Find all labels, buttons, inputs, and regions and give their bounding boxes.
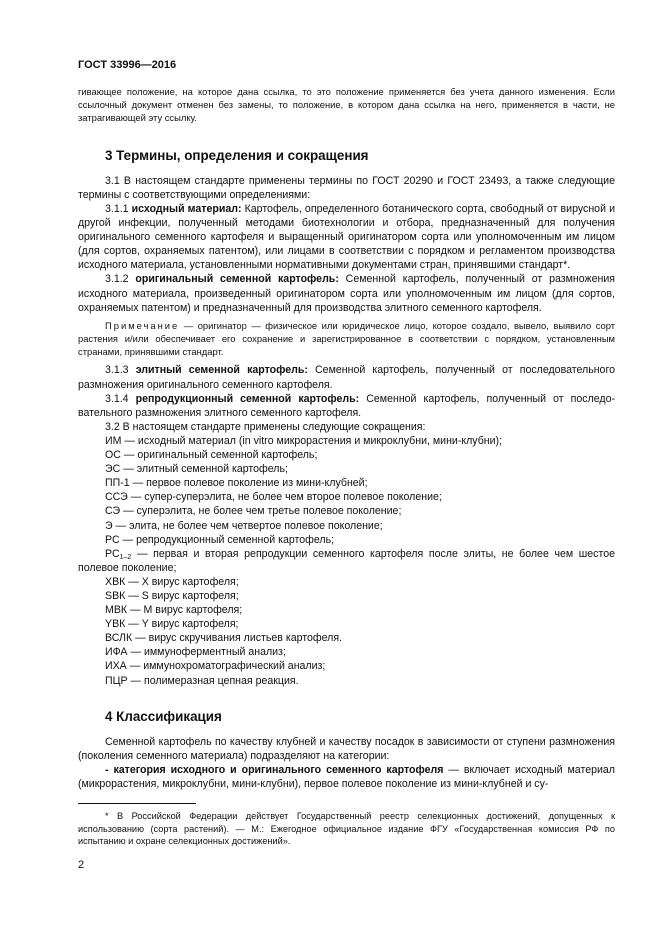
abbreviation-item: ИМ — исходный материал (in vitro микрорастения и микроклубни, мини-клубни); xyxy=(105,434,503,447)
note-paragraph xyxy=(78,320,615,359)
term-3-1-1 xyxy=(78,202,615,272)
abbreviation-item: ПП-1 — первое полевое поколение из мини-клубней; xyxy=(105,477,368,490)
category-definition: — включает исходный материал (микрорастения, микроклубни, мини-клубни), первое полевое поколение из мини-клубней и су- xyxy=(78,763,615,790)
term-name: оригинальный семенной картофель: xyxy=(135,273,339,286)
term-definition: Семенной картофель, полученный от размножения исходного материала, произведенный оригинатором сорта или уполномоченным им лицом (для сортов, охраняемых патентом) и предназначенный для производства элитного семенного картофеля. xyxy=(78,273,615,314)
abbreviation-item: ВСЛК — вирус скручивания листьев картофеля. xyxy=(105,632,343,645)
paragraph-4-intro: Семенной картофель по качеству клубней и качеству посадок в зависимости от ступени размножения (поколения семенного материала) подразделяют на категории: xyxy=(78,735,615,762)
page-content xyxy=(78,58,615,872)
abbreviation-prefix: РС xyxy=(105,547,120,560)
term-name: репродукционный семенной картофель: xyxy=(135,392,360,405)
abbreviation-list-continued xyxy=(78,575,615,688)
abbreviation-item: SВК — S вирус картофеля; xyxy=(105,589,239,602)
abbreviation-item: Э — элита, не более чем четвертое полевое поколение; xyxy=(105,519,383,532)
abbreviation-item: ХВК — Х вирус картофеля; xyxy=(105,575,239,588)
footnote: * В Российской Федерации действует Государственный реестр селекционных достижений, допущенных к использованию (сорта растений). — М.: Ежегодное официальное издание ФГУ «Государственная комиссия РФ по испытанию и охране селекционных достижений». xyxy=(78,811,615,847)
term-3-1-3 xyxy=(78,363,615,391)
term-name: исходный материал: xyxy=(131,203,242,215)
term-number: 3.1.1 xyxy=(105,203,129,215)
section-4-title: 4 Классификация xyxy=(105,708,222,724)
abbreviation-item-rs12 xyxy=(78,547,615,575)
category-term: - категория исходного и оригинального семенного картофеля xyxy=(105,763,444,776)
abbreviation-item: ОС — оригинальный семенной картофель; xyxy=(105,449,318,462)
term-definition: Семенной картофель, полученный от последовательного размножения элитного семенного картофеля. xyxy=(78,392,616,419)
page-number: 2 xyxy=(78,858,85,871)
note-text: — оригинатор — физическое или юридическое лицо, которое создало, вывело, выявило сорт растения и/или обеспечивает его сохранение и зарегистрированное в соответствии с порядком, установленным странами, принявшими стандарт. xyxy=(78,319,615,357)
term-number: 3.1.2 xyxy=(105,273,129,286)
abbreviation-item: YВК — Y вирус картофеля; xyxy=(105,618,239,631)
abbreviation-item: ССЭ — супер-суперэлита, не более чем второе полевое поколение; xyxy=(105,491,442,504)
paragraph-4-category xyxy=(78,763,615,791)
note-label: Примечание xyxy=(105,319,180,331)
term-definition: Картофель, определенного ботанического сорта, свободный от вирусной и другой инфекции, полученный методами биотехнологии и отбора, предназначенный для получения оригинального семенного картофеля и выращенный оригинатором сорта или уполномоченным им лицом (для сортов, охраняемых патентом), или лицами в соответствии с порядком и регламентом производства исходного материала, установленными нормативными документами стран, принявшими стандарт*. xyxy=(78,203,616,272)
abbreviation-subscript: 1–2 xyxy=(119,553,132,561)
abbreviation-item: ЭС — элитный семенной картофель; xyxy=(105,463,288,476)
paragraph-3-2: 3.2 В настоящем стандарте применены следующие сокращения: xyxy=(105,420,426,433)
abbreviation-item: ИФА — иммуноферментный анализ; xyxy=(105,646,286,659)
abbreviation-item: ПЦР — полимеразная цепная реакция. xyxy=(105,674,299,687)
section-3-title: 3 Термины, определения и сокращения xyxy=(105,147,369,163)
abbreviation-item: РС — репродукционный семенной картофель; xyxy=(105,533,335,546)
term-3-1-4 xyxy=(78,392,615,420)
abbreviation-list xyxy=(78,434,615,547)
term-number: 3.1.4 xyxy=(105,392,129,405)
document-header: ГОСТ 33996—2016 xyxy=(78,59,177,71)
paragraph-3-1: 3.1 В настоящем стандарте применены термины по ГОСТ 20290 и ГОСТ 23493, а также следующие термины с соответствующими определениями: xyxy=(78,174,615,201)
term-name: элитный семенной картофель: xyxy=(135,364,308,377)
intro-paragraph: гивающее положение, на которое дана ссылка, то это положение применяется без учета данного изменения. Если ссылочный документ отменен без замены, то положение, в котором дана ссылка на него, применяется в части, не затрагивающей эту ссылку. xyxy=(78,86,615,123)
abbreviation-item: МВК — М вирус картофеля; xyxy=(105,604,243,617)
term-3-1-2 xyxy=(78,272,615,314)
abbreviation-item: ИХА — иммунохроматографический анализ; xyxy=(105,660,326,673)
abbreviation-item: СЭ — суперэлита, не более чем третье полевое поколение; xyxy=(105,505,402,518)
abbreviation-text: — первая и вторая репродукции семенного картофеля после элиты, не более чем шестое полевое поколение; xyxy=(78,547,615,574)
term-number: 3.1.3 xyxy=(105,364,129,377)
term-definition: Семенной картофель, полученный от последовательного размножения оригинального семенного картофеля. xyxy=(78,364,615,391)
